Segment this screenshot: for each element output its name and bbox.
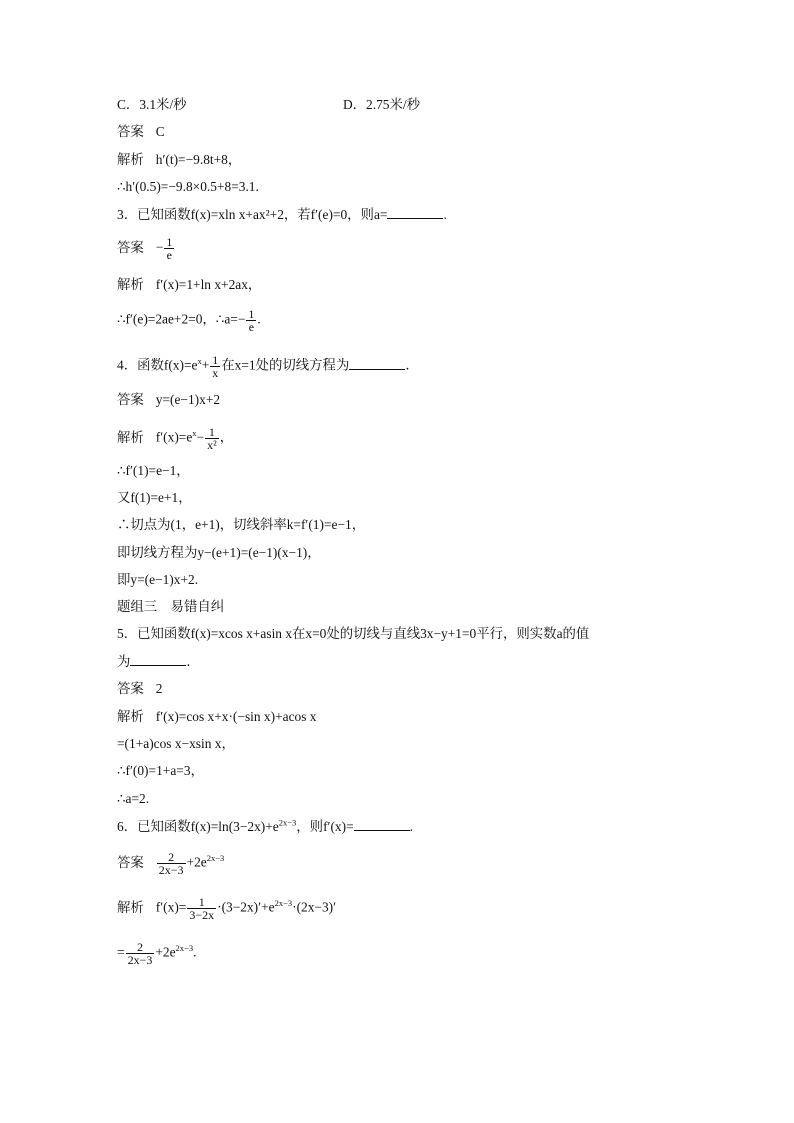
q2-analysis-line <box>117 151 241 169</box>
q4-stem-fraction <box>210 354 220 379</box>
exponent: 2x−3 <box>274 898 293 909</box>
fraction-numerator: 1 <box>208 425 215 439</box>
q5-stem-text: 已知函数f(x)=xcos x+asin x在x=0处的切线与直线3x−y+1=0平行，则实数a的值 <box>137 626 590 641</box>
q3-stem-text: 已知函数f(x)=xln x+ax²+2，若f′(e)=0，则a= <box>137 207 388 222</box>
analysis-label: 解析 <box>117 152 144 167</box>
q5-stem-line-2 <box>117 652 200 671</box>
fraction-denominator: 3−2x <box>189 908 215 922</box>
q6-analysis-part-a: f′(x)= <box>155 899 187 915</box>
q6-stem-part-a: 已知函数f(x)=ln(3−2x)+e <box>137 819 279 834</box>
q4-stem <box>117 354 419 379</box>
fraction-denominator: 2x−3 <box>127 953 153 967</box>
q2-analysis-1: h′(t)=−9.8t+8， <box>155 152 242 167</box>
q3-analysis-line <box>117 276 261 294</box>
exponent: 2x−3 <box>278 817 297 828</box>
therefore-symbol: ∴ <box>117 311 126 327</box>
q6-answer-line <box>117 851 224 876</box>
fraction-numerator: 1 <box>212 353 219 367</box>
q4-line-3: 又f(1)=e+1， <box>117 490 192 505</box>
answer-label: 答案 <box>117 854 144 870</box>
q4-analysis-fraction <box>205 426 219 451</box>
q3-analysis-1: f′(x)=1+ln x+2ax， <box>155 277 262 292</box>
q6-analysis-fraction <box>187 896 216 921</box>
group-heading: 题组三 易错自纠 <box>117 599 225 614</box>
q6-analysis-line <box>117 896 336 921</box>
answer-label: 答案 <box>117 681 144 696</box>
fraction-denominator: x <box>212 366 219 380</box>
q6-final-part-b: +2e <box>155 944 176 960</box>
q2-answer: C <box>155 124 165 139</box>
q3-analysis-line-2 <box>117 308 261 333</box>
therefore-symbol: ∴ <box>117 179 126 194</box>
analysis-label: 解析 <box>117 277 144 292</box>
q6-answer-part-b: +2e <box>186 854 207 870</box>
q3-answer-line <box>117 236 175 261</box>
fraction-numerator: 1 <box>198 895 205 909</box>
q3-blank <box>387 205 443 219</box>
q2-answer-line <box>117 123 165 141</box>
fraction-denominator: 2x−3 <box>158 863 184 877</box>
q6-blank <box>354 817 410 831</box>
period: ． <box>186 654 200 669</box>
q5-analysis-line <box>117 708 316 726</box>
q4-number: 4． <box>117 357 138 373</box>
q5-number: 5． <box>117 626 138 641</box>
option-d: D．2.75米/秒 <box>343 97 420 112</box>
fraction-denominator: e <box>246 320 256 333</box>
period: . <box>409 819 413 834</box>
q3-analysis-2: f′(e)=2ae+2=0，∴a=− <box>125 311 246 327</box>
exponent: x <box>197 356 202 367</box>
q4-line-2 <box>117 462 190 480</box>
q3-analysis-fraction <box>246 308 256 333</box>
q4-line-4: ∴切点为(1，e+1)，切线斜率k=f′(1)=e−1， <box>117 517 366 532</box>
q5-stem-line-1 <box>117 625 589 643</box>
fraction-numerator: 1 <box>248 307 255 321</box>
analysis-label: 解析 <box>117 709 144 724</box>
q6-stem-part-b: ，则f′(x)= <box>296 819 354 834</box>
q5-line-2: =(1+a)cos x−xsin x， <box>117 736 235 751</box>
q4-line-5: 即切线方程为y−(e+1)=(e−1)(x−1)， <box>117 545 321 560</box>
q4-line-6: 即y=(e−1)x+2. <box>117 572 199 587</box>
period: ． <box>405 357 419 373</box>
q5-analysis-1: f′(x)=cos x+x·(−sin x)+acos x <box>155 709 317 724</box>
plus-sign: + <box>201 357 210 373</box>
q6-stem <box>117 817 413 836</box>
q5-blank <box>130 652 186 666</box>
exponent: 2x−3 <box>175 943 194 954</box>
exponent: x <box>192 428 197 439</box>
q4-stem-part-c: 在x=1处的切线方程为 <box>221 357 350 373</box>
q3-number: 3． <box>117 207 138 222</box>
q4-line-2-text: f′(1)=e−1， <box>125 463 190 478</box>
answer-label: 答案 <box>117 392 144 407</box>
q3-answer-fraction <box>164 236 174 261</box>
fraction-denominator: e <box>164 248 174 261</box>
q5-line-3: ∴f′(0)=1+a=3， <box>117 763 204 778</box>
period: . <box>257 311 261 327</box>
q5-line-4: ∴a=2. <box>117 791 150 806</box>
q3-answer-sign: − <box>155 239 164 255</box>
q4-blank <box>349 356 405 370</box>
q6-analysis-part-c: ·(2x−3)′ <box>292 899 337 915</box>
q4-analysis-part-a: f′(x)=e <box>155 429 193 445</box>
analysis-label: 解析 <box>117 899 144 915</box>
answer-label: 答案 <box>117 239 144 255</box>
q2-analysis-line-2 <box>117 178 259 196</box>
fraction-numerator: 1 <box>166 235 173 249</box>
q6-answer-fraction <box>157 851 186 876</box>
q5-stem-text-2: 为 <box>117 654 131 669</box>
analysis-label: 解析 <box>117 429 144 445</box>
q4-answer: y=(e−1)x+2 <box>155 392 221 407</box>
q6-final-fraction <box>126 941 155 966</box>
answer-label: 答案 <box>117 124 144 139</box>
period: . <box>193 944 197 960</box>
q5-answer: 2 <box>155 681 163 696</box>
q6-final-line <box>117 941 196 966</box>
q4-stem-part-a: 函数f(x)=e <box>137 357 198 373</box>
fraction-numerator: 2 <box>168 850 175 864</box>
q6-number: 6． <box>117 819 138 834</box>
exponent: 2x−3 <box>206 853 225 864</box>
fraction-denominator: x² <box>207 438 217 452</box>
q3-stem: 3．已知函数f(x)=xln x+ax²+2，若f′(e)=0，则a= . <box>117 207 447 222</box>
minus-sign: − <box>196 429 205 445</box>
q2-analysis-2: h′(0.5)=−9.8×0.5+8=3.1. <box>125 179 259 194</box>
q5-answer-line <box>117 680 162 698</box>
equals-sign: = <box>117 944 125 960</box>
comma: ， <box>219 429 234 445</box>
fraction-numerator: 2 <box>136 940 143 954</box>
q6-analysis-part-b: ·(3−2x)′+e <box>217 899 275 915</box>
therefore-symbol: ∴ <box>117 463 126 478</box>
option-c: C．3.1米/秒 <box>117 97 187 112</box>
q4-analysis-line <box>117 426 233 451</box>
q4-answer-line <box>117 391 220 409</box>
